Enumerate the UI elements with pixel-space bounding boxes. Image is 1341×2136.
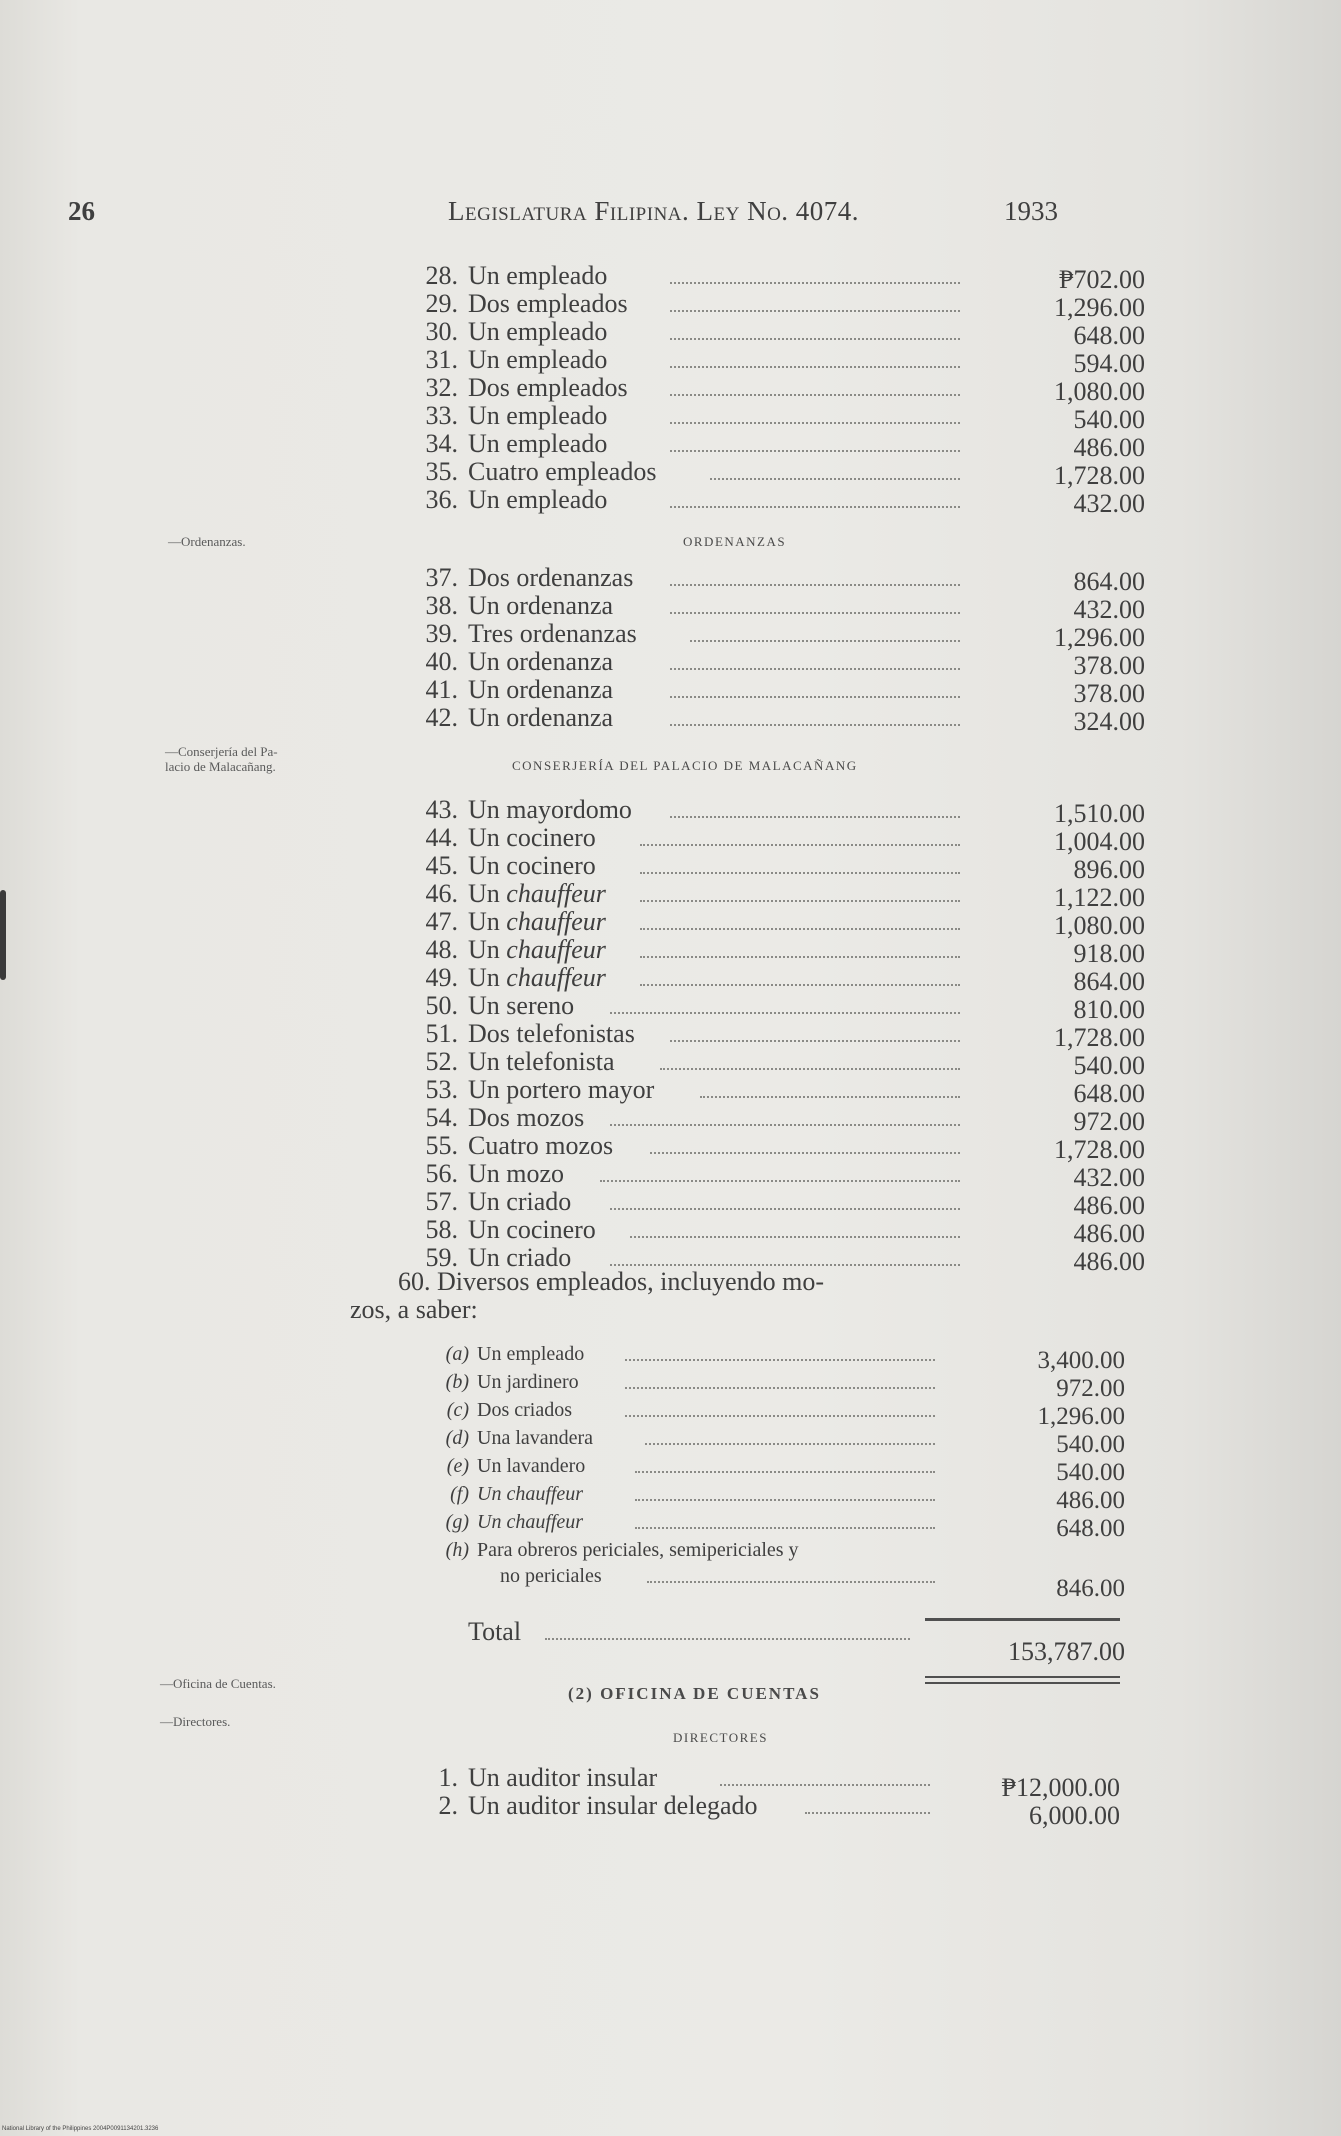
budget-line: 37. Dos ordenanzas 864.00 (425, 563, 1145, 596)
budget-line: 41. Un ordenanza 378.00 (425, 675, 1145, 708)
binding-edge (0, 890, 6, 980)
section-heading-directores: DIRECTORES (673, 1730, 768, 1745)
sub-line: (c) Dos criados 1,296.00 (446, 1399, 1125, 1430)
margin-note-ordenanzas: —Ordenanzas. (168, 534, 246, 549)
budget-line: 39. Tres ordenanzas 1,296.00 (425, 619, 1145, 652)
sub-line: (b) Un jardinero 972.00 (445, 1371, 1125, 1402)
budget-line: 48. Un chauffeur 918.00 (425, 935, 1145, 968)
sub-line: (g) Un chauffeur 648.00 (445, 1511, 1125, 1542)
budget-line: 47. Un chauffeur 1,080.00 (425, 907, 1145, 940)
section-heading-oficina: (2) OFICINA DE CUENTAS (568, 1684, 821, 1703)
budget-line: 54. Dos mozos 972.00 (425, 1103, 1145, 1136)
budget-line: 38. Un ordenanza 432.00 (425, 591, 1145, 624)
sub-line: (e) Un lavandero 540.00 (446, 1455, 1125, 1486)
item-60: 60. Diversos empleados, incluyendo mo- zos, a saber: (350, 1267, 825, 1324)
budget-line: 35. Cuatro empleados 1,728.00 (425, 457, 1145, 490)
budget-line: 45. Un cocinero 896.00 (425, 851, 1145, 884)
budget-line: 29. Dos empleados 1,296.00 (425, 289, 1145, 322)
budget-line: 53. Un portero mayor 648.00 (425, 1075, 1145, 1108)
page-header (68, 196, 1058, 230)
budget-line: 2. Un auditor insular delegado 6,000.00 (438, 1791, 1120, 1830)
section-heading-conserjeria: CONSERJERÍA DEL PALACIO DE MALACAÑANG (512, 758, 858, 773)
budget-line: 56. Un mozo 432.00 (425, 1159, 1145, 1192)
budget-line: 42. Un ordenanza 324.00 (425, 703, 1145, 736)
budget-line: 44. Un cocinero 1,004.00 (425, 823, 1145, 856)
budget-line: 31. Un empleado 594.00 (425, 345, 1145, 378)
budget-line: 40. Un ordenanza 378.00 (425, 647, 1145, 680)
budget-line: 32. Dos empleados 1,080.00 (425, 373, 1145, 406)
sub-line: (f) Un chauffeur 486.00 (450, 1483, 1125, 1514)
running-head: Legislatura Filipina. Ley No. 4074. (448, 196, 860, 226)
budget-line: 55. Cuatro mozos 1,728.00 (425, 1131, 1145, 1164)
budget-line: 36. Un empleado 432.00 (425, 485, 1145, 518)
total-double-rule (925, 1676, 1120, 1684)
sub-line: (d) Una lavandera 540.00 (445, 1427, 1125, 1458)
total-line: Total 153,787.00 (468, 1617, 1125, 1666)
budget-line: 34. Un empleado 486.00 (425, 429, 1145, 462)
budget-line: 58. Un cocinero 486.00 (425, 1215, 1145, 1248)
section-heading-ordenanzas: ORDENANZAS (683, 534, 787, 549)
budget-line: 33. Un empleado 540.00 (425, 401, 1145, 434)
budget-line: 28. Un empleado ₱702.00 (425, 261, 1145, 294)
page-number: 26 (68, 196, 95, 226)
budget-line: 1. Un auditor insular ₱12,000.00 (438, 1763, 1120, 1802)
budget-line: 59. Un criado 486.00 (425, 1243, 1145, 1276)
budget-line: 51. Dos telefonistas 1,728.00 (425, 1019, 1145, 1052)
budget-line: 46. Un chauffeur 1,122.00 (425, 879, 1145, 912)
margin-note-oficina: —Oficina de Cuentas. (160, 1676, 276, 1691)
sub-line-h-cont: no periciales 846.00 (500, 1565, 1125, 1602)
budget-line: 50. Un sereno 810.00 (425, 991, 1145, 1024)
budget-line: 52. Un telefonista 540.00 (425, 1047, 1145, 1080)
budget-line: 57. Un criado 486.00 (425, 1187, 1145, 1220)
header-year: 1933 (1004, 196, 1058, 226)
scan-footer: National Library of the Philippines 2004P0091134201.3236 (2, 2126, 159, 2132)
budget-line: 30. Un empleado 648.00 (425, 317, 1145, 350)
margin-note-conserjeria: —Conserjería del Pa- lacio de Malacañang. (165, 744, 278, 774)
margin-note-directores: —Directores. (160, 1714, 231, 1729)
sub-line: (a) Un empleado 3,400.00 (445, 1343, 1125, 1374)
sub-line-h: (h) Para obreros periciales, semipericiales y (445, 1539, 799, 1561)
budget-line: 49. Un chauffeur 864.00 (425, 963, 1145, 996)
budget-line: 43. Un mayordomo 1,510.00 (425, 795, 1145, 828)
